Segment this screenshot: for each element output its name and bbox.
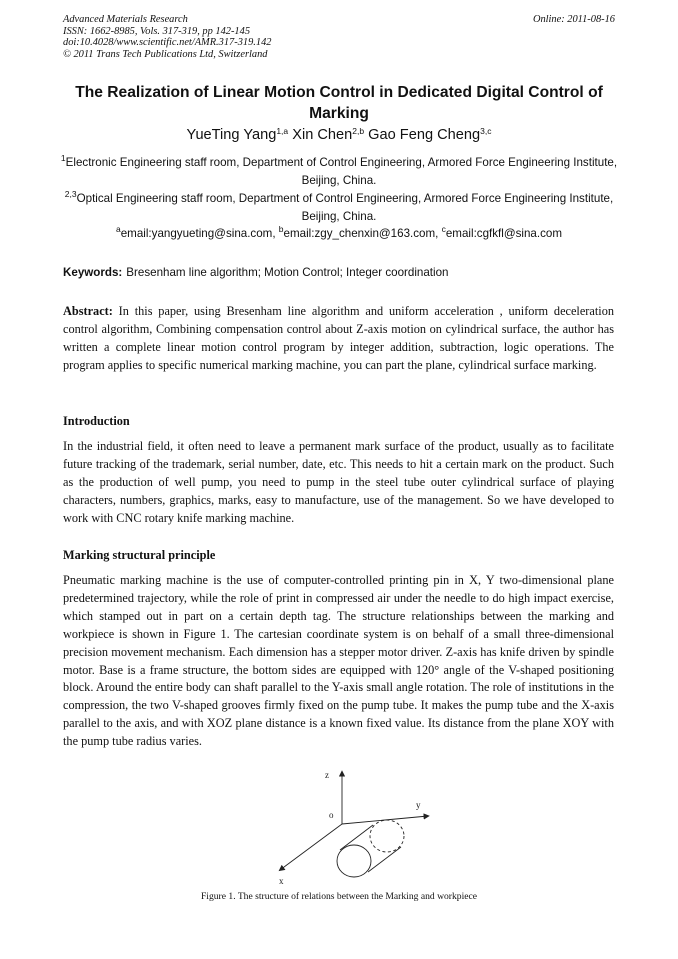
email-sup: a — [115, 224, 121, 234]
author-sup: 2,b — [352, 126, 365, 136]
section-heading-marking: Marking structural principle — [63, 548, 216, 562]
affiliation — [60, 154, 618, 190]
journal-name: Advanced Materials Research — [63, 14, 188, 25]
x-axis-line — [280, 824, 342, 870]
affiliation-text: Optical Engineering staff room, Department of Control Engineering, Armored Force Engineering Institute, Beijing, China. — [76, 192, 614, 223]
keywords-label: Keywords: — [63, 266, 123, 279]
paper-title: The Realization of Linear Motion Control in Dedicated Digital Control of Marking — [75, 84, 603, 122]
figure-1-diagram — [260, 766, 430, 886]
axis-label-x: x — [279, 876, 284, 886]
affiliation — [60, 190, 618, 226]
author-name: YueTing Yang — [186, 127, 277, 143]
email-sup: c — [441, 224, 446, 234]
email[interactable]: email:zgy_chenxin@163.com, — [283, 227, 439, 240]
journal-issn: ISSN: 1662-8985, Vols. 317-319, pp 142-145 — [63, 25, 251, 37]
keywords-text: Bresenham line algorithm; Motion Control; Integer coordination — [126, 266, 449, 279]
figure-caption: Figure 1. The structure of relations between the Marking and workpiece — [200, 891, 478, 902]
abstract — [63, 303, 614, 375]
journal-copyright: © 2011 Trans Tech Publications Ltd, Switzerland — [63, 48, 268, 60]
email[interactable]: email:cgfkfl@sina.com — [445, 227, 563, 240]
author-sup: 3,c — [480, 126, 492, 136]
affiliation-sup: 2,3 — [64, 189, 77, 199]
axis-label-y: y — [416, 800, 421, 810]
cylinder-back-end — [370, 820, 404, 852]
author-name: Gao Feng Cheng — [368, 127, 481, 143]
author-sup: 1,a — [276, 126, 289, 136]
journal-header — [63, 14, 271, 60]
abstract-text: In this paper, using Bresenham line algorithm and uniform acceleration , uniform deceleration control algorithm, Combining compensation control about Z-axis motion on cylindrical surface, the author has written a complete linear motion control program by integer addition, subtraction, logic operations. The program applies to specific numerical marking machine, you can part the plane, cylindrical surface marking. — [63, 304, 614, 372]
section-heading-introduction: Introduction — [63, 414, 130, 428]
email-list — [60, 224, 618, 240]
author-list — [60, 127, 618, 143]
journal-doi: doi:10.4028/www.scientific.net/AMR.317-319.142 — [63, 37, 272, 48]
affiliation-text: Electronic Engineering staff room, Department of Control Engineering, Armored Force Engineering Institute, Beijing, China. — [65, 156, 618, 187]
marking-text: Pneumatic marking machine is the use of computer-controlled printing pin in X, Y two-dimensional plane predetermined trajectory, while the role of print in compressed air under the needle to do high impact exercise, which stamped out in part on a certain depth tag. The structure relationships between the marking and workpiece is shown in Figure 1. The cartesian coordinate system is on behalf of a small three-dimensional precision movement mechanism. Each dimension has a stepper motor driver. Z-axis has knife driven by spindle motor. Base is a frame structure, the bottom sides are equipped with 120° angle of the V-shaped positioning block. Around the entire body can shaft parallel to the Y-axis small angle rotation. The role of institutions in the compression, the two V-shaped grooves firmly fixed on the pump tube. It makes the pump tube and the X-axis parallel to the axis, and with XOZ plane distance is a known fixed value. Its distance from the plane XOY with the pump tube radius varies. — [63, 573, 614, 749]
cylinder-bottom-edge — [368, 847, 401, 872]
keywords — [63, 266, 449, 279]
email-sup: b — [278, 224, 284, 234]
online-date: Online: 2011-08-16 — [532, 14, 615, 25]
abstract-label: Abstract: — [63, 304, 113, 318]
axis-label-z: z — [325, 770, 329, 780]
email[interactable]: email:yangyueting@sina.com, — [120, 227, 276, 240]
y-axis-line — [342, 816, 428, 824]
origin-label: o — [329, 810, 334, 820]
author-name: Xin Chen — [292, 127, 353, 143]
introduction-text: In the industrial field, it often need to leave a permanent mark surface of the product, usually as to facilitate future tracking of the trademark, serial number, date, etc. This needs to hit a certain mark on the product. Such as the production of well pump, you need to pump in the steel tube outer cylindrical surface of playing characters, numbers, graphics, marks, easy to manufacture, use of the management. So we have developed to work with CNC rotary knife marking machine. — [63, 439, 614, 525]
affiliation-sup: 1 — [60, 153, 66, 163]
cylinder-front-end — [337, 845, 371, 877]
